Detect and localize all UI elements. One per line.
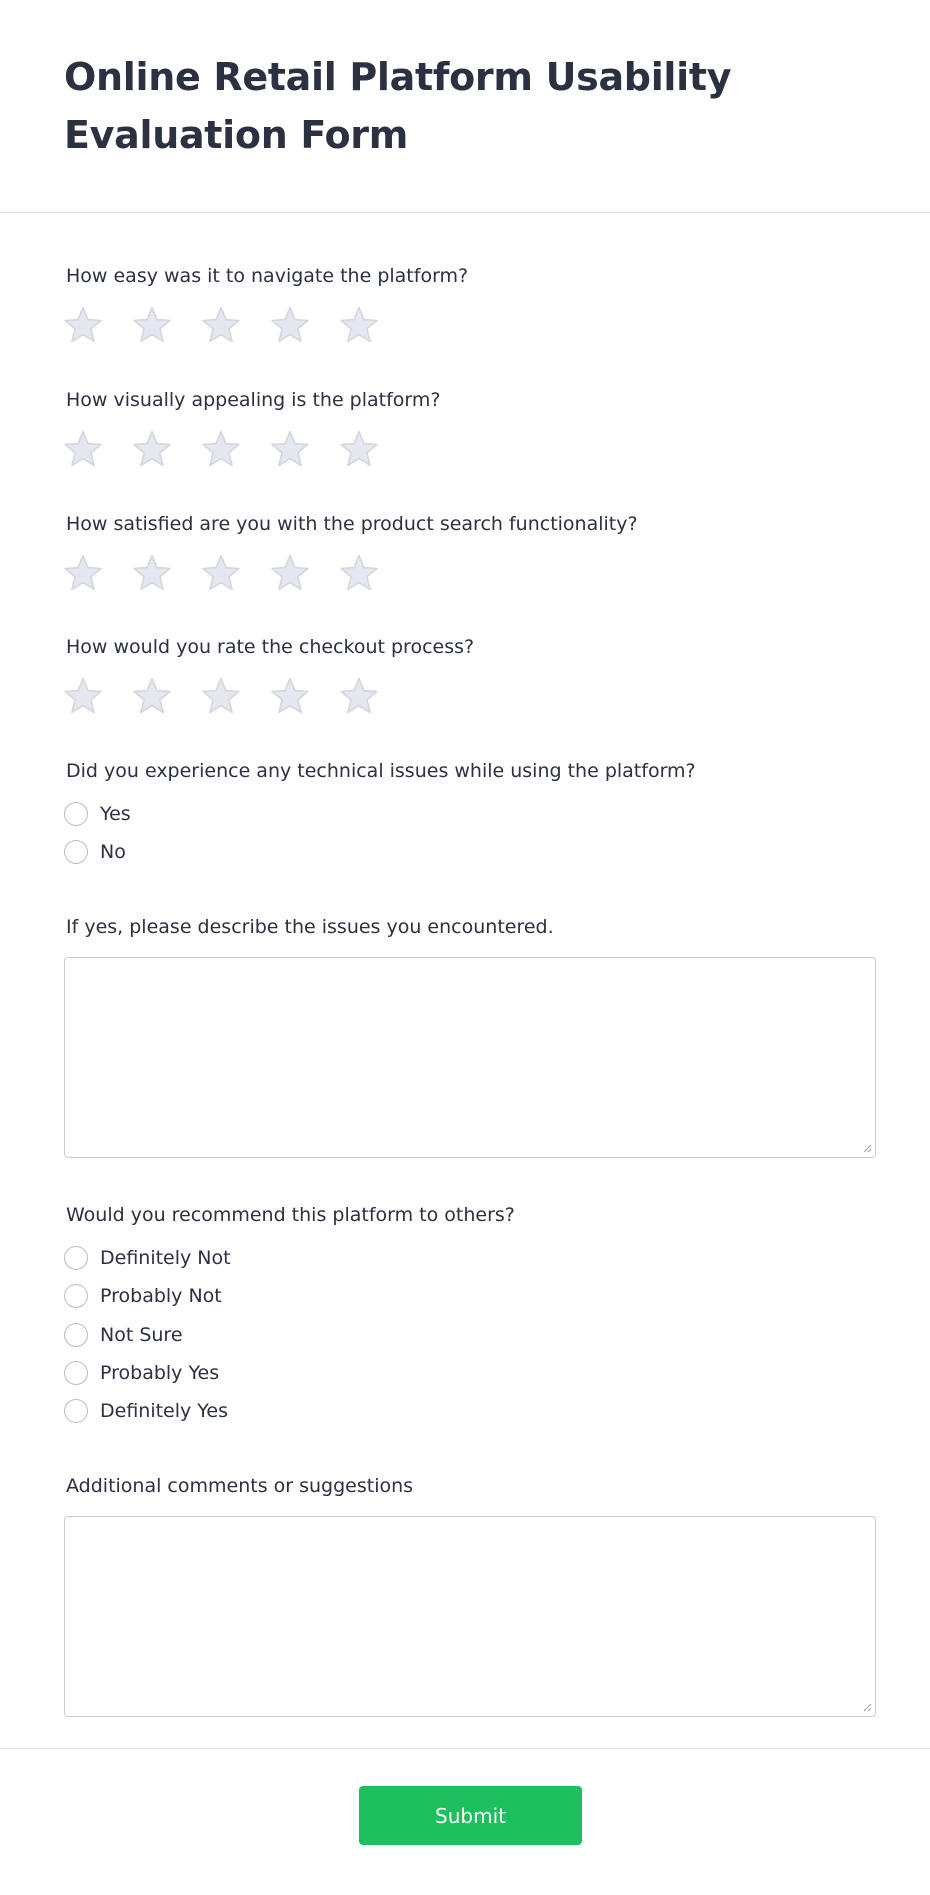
radio-option-label: Probably Yes — [100, 1362, 220, 1384]
form-header — [0, 0, 930, 213]
star-icon[interactable] — [269, 675, 311, 717]
star-icon[interactable] — [131, 428, 173, 470]
rating-visual — [62, 428, 407, 470]
resize-grip-icon[interactable] — [862, 1702, 872, 1712]
question-checkout-label: How would you rate the checkout process? — [66, 636, 475, 658]
radio-button[interactable] — [64, 1323, 88, 1347]
radio-option-label: Not Sure — [100, 1324, 183, 1346]
star-icon[interactable] — [200, 675, 242, 717]
rating-search — [62, 552, 407, 594]
question-visual-label: How visually appealing is the platform? — [66, 389, 441, 411]
star-icon[interactable] — [338, 304, 380, 346]
radio-option-label: No — [100, 841, 126, 863]
star-icon[interactable] — [338, 428, 380, 470]
star-icon[interactable] — [200, 304, 242, 346]
radio-button[interactable] — [64, 840, 88, 864]
radio-button[interactable] — [64, 802, 88, 826]
radio-option-probably-not[interactable] — [64, 1282, 222, 1310]
radio-button[interactable] — [64, 1284, 88, 1308]
radio-option-definitely-not[interactable] — [64, 1244, 231, 1272]
star-icon[interactable] — [62, 428, 104, 470]
star-icon[interactable] — [338, 552, 380, 594]
star-icon[interactable] — [62, 304, 104, 346]
star-icon[interactable] — [269, 552, 311, 594]
submit-button[interactable]: Submit — [359, 1786, 582, 1845]
radio-option-label: Probably Not — [100, 1285, 222, 1307]
question-issues-label: Did you experience any technical issues while using the platform? — [66, 760, 696, 782]
star-icon[interactable] — [269, 304, 311, 346]
radio-option-probably-yes[interactable] — [64, 1359, 219, 1387]
rating-navigation — [62, 304, 407, 346]
radio-button[interactable] — [64, 1399, 88, 1423]
star-icon[interactable] — [338, 675, 380, 717]
star-icon[interactable] — [131, 675, 173, 717]
comments-textarea[interactable] — [64, 1516, 876, 1717]
star-icon[interactable] — [131, 304, 173, 346]
question-issues-detail-label: If yes, please describe the issues you encountered. — [66, 916, 554, 938]
star-icon[interactable] — [62, 552, 104, 594]
question-navigation-label: How easy was it to navigate the platform? — [66, 265, 469, 287]
radio-option-label: Definitely Not — [100, 1247, 231, 1269]
footer-divider — [0, 1748, 930, 1749]
radio-option-no[interactable] — [64, 838, 126, 866]
radio-option-definitely-yes[interactable] — [64, 1397, 228, 1425]
rating-checkout — [62, 675, 407, 717]
radio-option-yes[interactable] — [64, 800, 131, 828]
star-icon[interactable] — [200, 428, 242, 470]
question-comments-label: Additional comments or suggestions — [66, 1475, 414, 1497]
radio-button[interactable] — [64, 1361, 88, 1385]
radio-option-label: Yes — [100, 803, 131, 825]
radio-button[interactable] — [64, 1246, 88, 1270]
star-icon[interactable] — [200, 552, 242, 594]
question-search-label: How satisfied are you with the product search functionality? — [66, 513, 638, 535]
resize-grip-icon[interactable] — [862, 1143, 872, 1153]
issues-detail-textarea[interactable] — [64, 957, 876, 1158]
star-icon[interactable] — [62, 675, 104, 717]
radio-option-not-sure[interactable] — [64, 1321, 183, 1349]
star-icon[interactable] — [269, 428, 311, 470]
question-recommend-label: Would you recommend this platform to others? — [66, 1204, 515, 1226]
form-title: Online Retail Platform Usability Evaluation Form — [64, 55, 732, 157]
star-icon[interactable] — [131, 552, 173, 594]
radio-option-label: Definitely Yes — [100, 1400, 228, 1422]
